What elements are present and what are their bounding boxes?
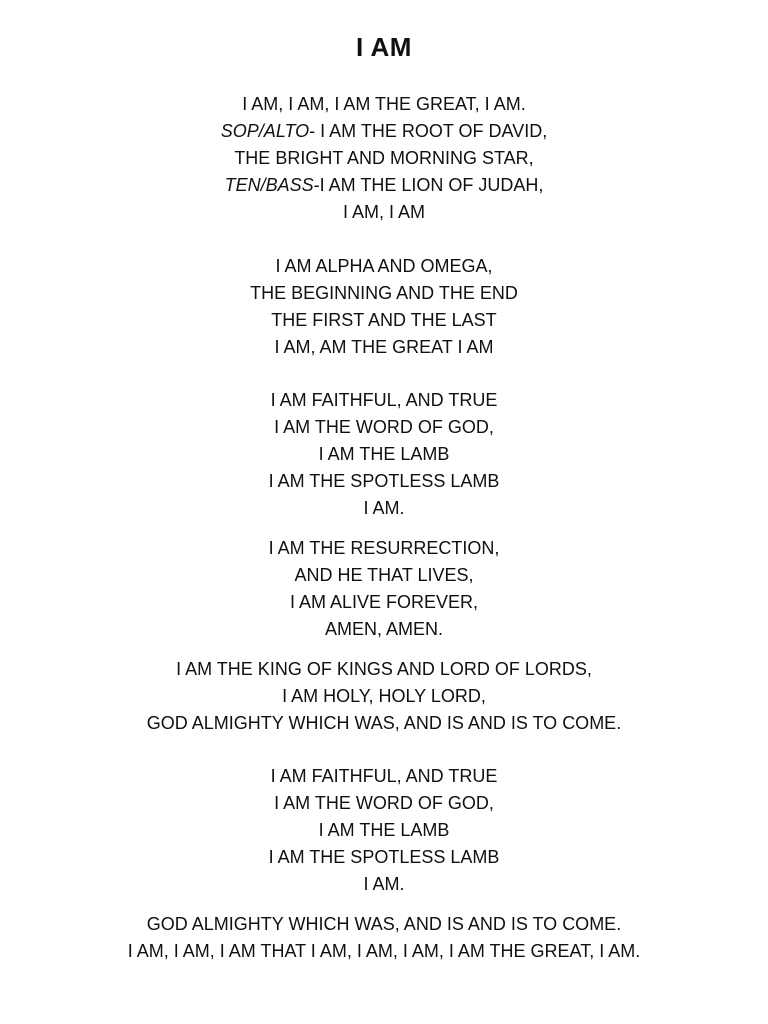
lyric-line [0, 118, 768, 145]
stanza-3 [0, 387, 768, 522]
lyric-line: I AM THE SPOTLESS LAMB [268, 471, 500, 491]
lyric-line: THE BEGINNING AND THE END [250, 283, 518, 303]
lyric-line: GOD ALMIGHTY WHICH WAS, AND IS AND IS TO COME. [146, 713, 622, 733]
lyric-line: I AM ALIVE FOREVER, [289, 592, 479, 612]
lyric-line [0, 172, 768, 199]
lyric-line: I AM, I AM, I AM THAT I AM, I AM, I AM, I AM THE GREAT, I AM. [127, 941, 641, 961]
lyric-line: THE FIRST AND THE LAST [271, 310, 497, 330]
stanza-5 [0, 656, 768, 737]
lyric-text: - I AM THE ROOT OF DAVID, [309, 121, 548, 141]
lyric-line: AMEN, AMEN. [324, 619, 444, 639]
lyric-line: I AM, I AM [342, 202, 426, 222]
lyric-line: I AM, I AM, I AM THE GREAT, I AM. [242, 94, 526, 114]
lyric-line: THE BRIGHT AND MORNING STAR, [234, 148, 534, 168]
lyric-line: I AM THE SPOTLESS LAMB [268, 847, 500, 867]
lyric-line: AND HE THAT LIVES, [294, 565, 474, 585]
voice-part-label: SOP/ALTO [220, 121, 310, 141]
stanza-7 [0, 911, 768, 965]
stanza-1 [0, 91, 768, 226]
lyric-line: I AM THE RESURRECTION, [268, 538, 500, 558]
stanza-4 [0, 535, 768, 643]
lyric-line: I AM. [363, 874, 405, 894]
lyric-line: I AM. [363, 498, 405, 518]
lyric-line: I AM THE KING OF KINGS AND LORD OF LORDS, [176, 659, 592, 679]
lyric-line: I AM THE LAMB [318, 820, 450, 840]
lyric-line: I AM ALPHA AND OMEGA, [275, 256, 493, 276]
stanza-6 [0, 763, 768, 898]
lyric-line: I AM THE LAMB [318, 444, 450, 464]
lyric-text: -I AM THE LION OF JUDAH, [313, 175, 544, 195]
lyric-line: I AM THE WORD OF GOD, [274, 793, 494, 813]
lyric-line: I AM FAITHFUL, AND TRUE [270, 390, 498, 410]
song-title: I AM [356, 32, 412, 62]
lyric-line: I AM, AM THE GREAT I AM [274, 337, 494, 357]
lyric-line: GOD ALMIGHTY WHICH WAS, AND IS AND IS TO COME. [146, 914, 622, 934]
voice-part-label: TEN/BASS [224, 175, 314, 195]
stanza-2 [0, 253, 768, 361]
lyric-line: I AM HOLY, HOLY LORD, [282, 686, 486, 706]
lyric-line: I AM THE WORD OF GOD, [274, 417, 494, 437]
lyric-line: I AM FAITHFUL, AND TRUE [270, 766, 498, 786]
